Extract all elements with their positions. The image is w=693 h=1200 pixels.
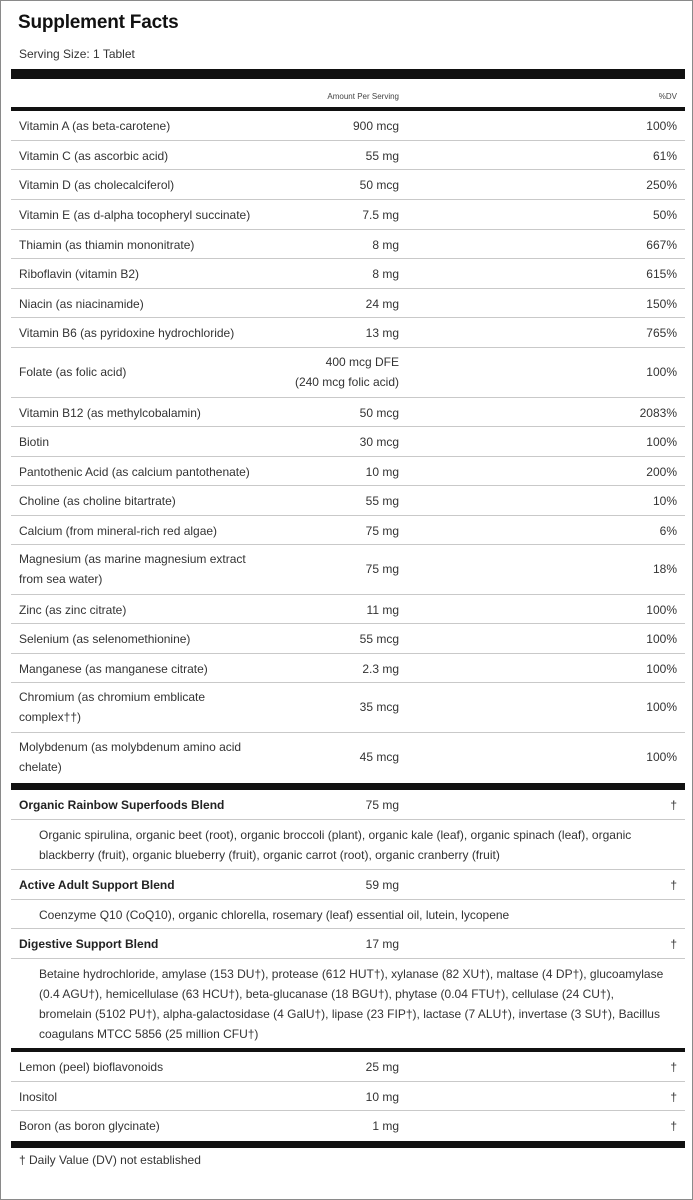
nutrient-dv: 10% (652, 494, 677, 508)
other-name: Inositol (19, 1090, 58, 1104)
nutrient-amount: 8 mg (372, 238, 399, 252)
nutrient-dv: 100% (646, 750, 677, 764)
nutrient-name-cont: from sea water) (19, 572, 103, 586)
nutrient-row (11, 200, 685, 230)
nutrient-row (11, 318, 685, 348)
nutrient-dv: 100% (646, 603, 677, 617)
nutrient-name: Molybdenum (as molybdenum amino acid (19, 740, 242, 754)
ingredient-line: Betaine hydrochloride, amylase (153 DU†), protease (612 HUT†), xylanase (82 XU†), maltase (4 DP†), glucoamylase (39, 967, 664, 981)
nutrient-amount: 30 mcg (359, 435, 399, 449)
blend-amount: 59 mg (365, 878, 399, 892)
ingredient-line: Organic spirulina, organic beet (root), organic broccoli (plant), organic kale (leaf), organic spinach (leaf), organic (39, 828, 632, 842)
footnote: † Daily Value (DV) not established (19, 1153, 201, 1167)
blend-dv: † (670, 937, 677, 951)
nutrient-dv: 50% (652, 208, 677, 222)
nutrient-amount: 75 mg (365, 562, 399, 576)
nutrient-amount: 45 mcg (359, 750, 399, 764)
ingredient-line: bromelain (5102 PU†), alpha-galactosidase (4 GalU†), lipase (23 FIP†), lactase (7 ALU†), invertase (3 SU†), Bacillus (39, 1007, 660, 1021)
nutrient-amount: 55 mcg (359, 632, 399, 646)
nutrient-row (11, 683, 685, 733)
nutrient-amount: 75 mg (365, 524, 399, 538)
nutrient-name: Riboflavin (vitamin B2) (19, 267, 140, 281)
nutrient-dv: 100% (646, 119, 677, 133)
nutrient-amount: 8 mg (372, 267, 399, 281)
ingredient-line: coagulans MTCC 5856 (25 million CFU†) (39, 1027, 259, 1041)
nutrient-row (11, 230, 685, 259)
nutrient-amount: 13 mg (365, 326, 399, 340)
nutrient-row (11, 486, 685, 516)
nutrient-row (11, 516, 685, 545)
nutrient-dv: 615% (646, 267, 677, 281)
nutrient-row (11, 624, 685, 654)
blend-name: Digestive Support Blend (19, 937, 159, 951)
section-rule (11, 783, 685, 790)
nutrient-amount: 50 mcg (359, 178, 399, 192)
blend-row (11, 870, 685, 900)
other-amount: 10 mg (365, 1090, 399, 1104)
nutrient-amount-detail: (240 mcg folic acid) (294, 375, 399, 389)
nutrient-name: Selenium (as selenomethionine) (19, 632, 191, 646)
nutrient-row (11, 259, 685, 289)
nutrient-name: Zinc (as zinc citrate) (19, 603, 127, 617)
nutrient-amount: 35 mcg (359, 700, 399, 714)
nutrient-dv: 100% (646, 632, 677, 646)
blend-amount: 75 mg (365, 798, 399, 812)
other-name: Boron (as boron glycinate) (19, 1119, 160, 1133)
blend-dv: † (670, 798, 677, 812)
other-row (11, 1082, 685, 1111)
bottom-rule (11, 1141, 685, 1148)
ingredient-line: blackberry (fruit), organic blueberry (fruit), organic carrot (root), organic cranberry (fruit) (39, 848, 500, 862)
blend-name: Active Adult Support Blend (19, 878, 175, 892)
nutrient-name-cont: complex††) (19, 710, 82, 724)
serving-size: Serving Size: 1 Tablet (19, 47, 135, 61)
nutrient-amount: 55 mg (365, 494, 399, 508)
nutrient-dv: 100% (646, 435, 677, 449)
amount-header: Amount Per Serving (327, 92, 399, 101)
nutrient-name: Calcium (from mineral-rich red algae) (19, 524, 218, 538)
other-dv: † (670, 1119, 677, 1133)
blend-row (11, 790, 685, 820)
blend-ingredients (11, 820, 685, 870)
nutrient-amount: 50 mcg (359, 406, 399, 420)
blend-dv: † (670, 878, 677, 892)
nutrient-row (11, 427, 685, 457)
facts-table (11, 69, 685, 1148)
nutrient-name: Vitamin D (as cholecalciferol) (19, 178, 175, 192)
nutrient-name: Vitamin C (as ascorbic acid) (19, 149, 169, 163)
nutrient-dv: 150% (646, 297, 677, 311)
nutrient-dv: 200% (646, 465, 677, 479)
nutrient-row (11, 545, 685, 595)
ingredient-line: Coenzyme Q10 (CoQ10), organic chlorella, rosemary (leaf) essential oil, lutein, lycopene (39, 908, 510, 922)
nutrient-row (11, 289, 685, 318)
blend-name: Organic Rainbow Superfoods Blend (19, 798, 225, 812)
nutrient-dv: 100% (646, 662, 677, 676)
top-rule (11, 69, 685, 79)
other-dv: † (670, 1090, 677, 1104)
nutrient-amount: 7.5 mg (362, 208, 399, 222)
nutrient-dv: 100% (646, 365, 677, 379)
nutrient-dv: 6% (659, 524, 677, 538)
blend-row (11, 929, 685, 959)
nutrient-dv: 765% (646, 326, 677, 340)
nutrient-row (11, 170, 685, 200)
nutrient-name: Choline (as choline bitartrate) (19, 494, 176, 508)
nutrient-name: Magnesium (as marine magnesium extract (19, 552, 246, 566)
nutrient-amount: 10 mg (365, 465, 399, 479)
nutrient-name: Vitamin E (as d-alpha tocopheryl succinate) (19, 208, 251, 222)
nutrient-amount: 11 mg (366, 603, 399, 617)
other-row (11, 1111, 685, 1141)
nutrient-name: Vitamin B12 (as methylcobalamin) (19, 406, 201, 420)
nutrient-row (11, 141, 685, 170)
nutrient-amount: 900 mcg (352, 119, 399, 133)
column-header (11, 79, 685, 107)
other-name: Lemon (peel) bioflavonoids (19, 1060, 164, 1074)
blend-ingredients (11, 900, 685, 929)
nutrient-dv: 100% (646, 700, 677, 714)
dv-header: %DV (658, 92, 677, 101)
nutrient-row (11, 348, 685, 398)
nutrient-row (11, 457, 685, 486)
ingredient-line: (0.4 AGU†), hemicellulase (63 HCU†), beta-glucanase (18 BGU†), phytase (0.04 FTU†), cellulase (24 CU†), (39, 987, 614, 1001)
nutrient-name: Niacin (as niacinamide) (19, 297, 144, 311)
blend-ingredients (11, 959, 685, 1048)
nutrient-name: Biotin (19, 435, 50, 449)
nutrient-dv: 250% (646, 178, 677, 192)
nutrient-dv: 667% (646, 238, 677, 252)
nutrient-amount: 400 mcg DFE (325, 355, 399, 369)
nutrient-name-cont: chelate) (19, 760, 62, 774)
nutrient-row (11, 733, 685, 783)
nutrient-dv: 61% (652, 149, 677, 163)
blend-amount: 17 mg (365, 937, 399, 951)
nutrient-name: Chromium (as chromium emblicate (19, 690, 206, 704)
nutrient-name: Pantothenic Acid (as calcium pantothenate) (19, 465, 250, 479)
nutrient-name: Manganese (as manganese citrate) (19, 662, 208, 676)
nutrient-row (11, 654, 685, 683)
nutrient-row (11, 595, 685, 624)
nutrient-amount: 2.3 mg (362, 662, 399, 676)
other-amount: 25 mg (365, 1060, 399, 1074)
nutrient-name: Folate (as folic acid) (19, 365, 127, 379)
other-row (11, 1052, 685, 1082)
other-amount: 1 mg (372, 1119, 399, 1133)
panel-title: Supplement Facts (18, 12, 179, 33)
nutrient-amount: 55 mg (365, 149, 399, 163)
nutrient-amount: 24 mg (365, 297, 399, 311)
nutrient-dv: 2083% (639, 406, 677, 420)
nutrient-name: Vitamin B6 (as pyridoxine hydrochloride) (19, 326, 235, 340)
nutrient-dv: 18% (652, 562, 677, 576)
nutrient-name: Thiamin (as thiamin mononitrate) (19, 238, 195, 252)
other-dv: † (670, 1060, 677, 1074)
nutrient-name: Vitamin A (as beta-carotene) (19, 119, 171, 133)
nutrient-row (11, 398, 685, 427)
nutrient-row (11, 111, 685, 141)
